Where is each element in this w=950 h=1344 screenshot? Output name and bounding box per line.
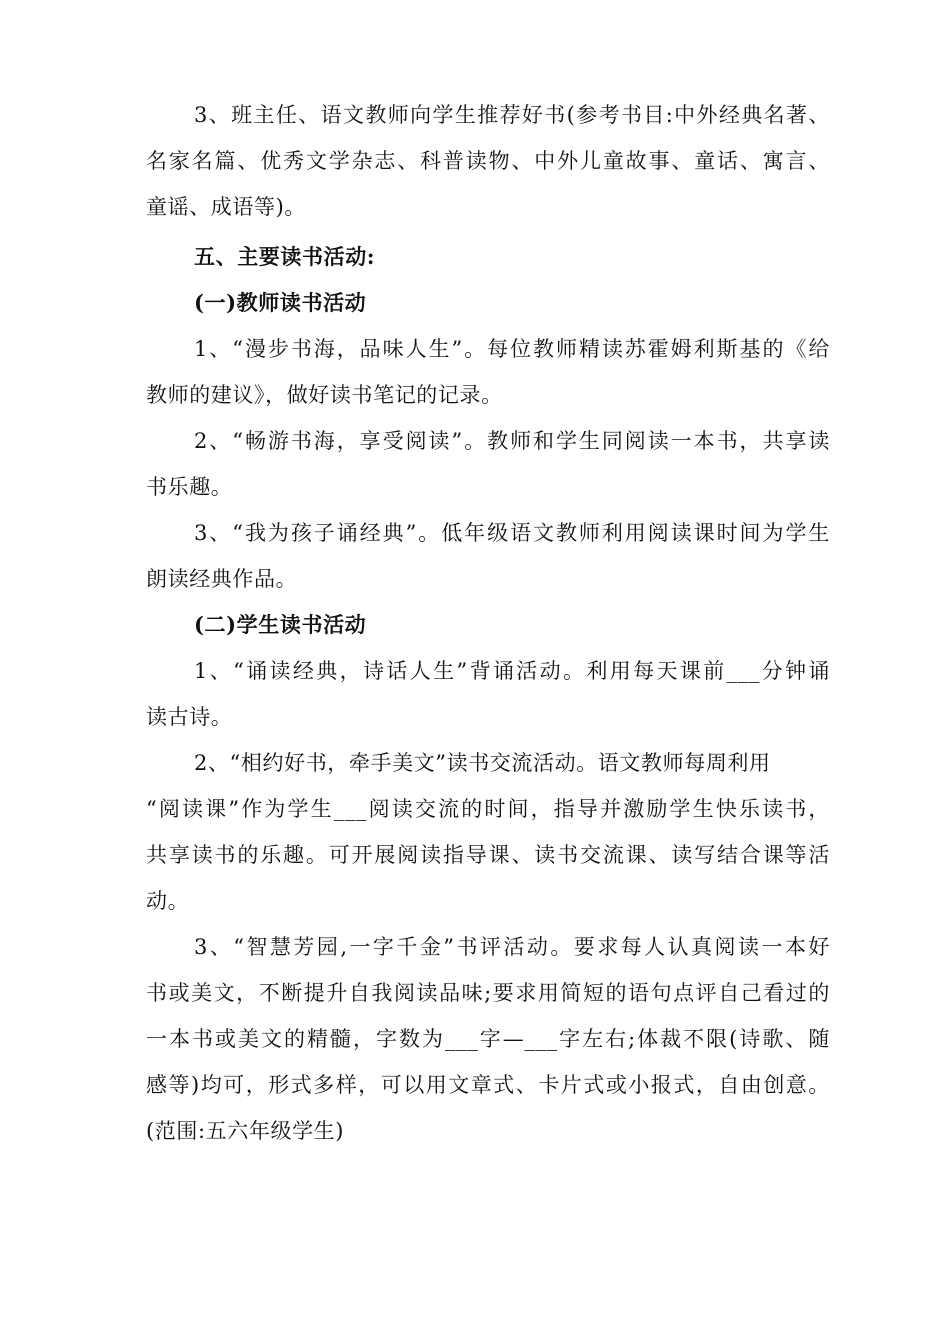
subsection-heading: (一)教师读书活动 bbox=[194, 290, 367, 315]
paragraph-line: “阅读课”作为学生___阅读交流的时间，指导并激励学生快乐读书， bbox=[146, 797, 830, 821]
paragraph-line: 1、“漫步书海，品味人生”。每位教师精读苏霍姆利斯基的《给 bbox=[194, 337, 830, 361]
paragraph-line: 教师的建议》，做好读书笔记的记录。 bbox=[146, 383, 503, 407]
paragraph-line: 3、班主任、语文教师向学生推荐好书(参考书目:中外经典名著、 bbox=[194, 103, 830, 127]
paragraph-line: 朗读经典作品。 bbox=[146, 567, 298, 591]
paragraph-line: 3、“智慧芳园,一字千金”书评活动。要求每人认真阅读一本好 bbox=[194, 935, 830, 959]
paragraph-line: 3、“我为孩子诵经典”。低年级语文教师利用阅读课时间为学生 bbox=[194, 521, 830, 545]
paragraph-line: 1、“诵读经典，诗话人生”背诵活动。利用每天课前___分钟诵 bbox=[194, 659, 830, 683]
paragraph-line: 一本书或美文的精髓，字数为___字—___字左右;体裁不限(诗歌、随 bbox=[146, 1027, 830, 1051]
paragraph-line: 名家名篇、优秀文学杂志、科普读物、中外儿童故事、童话、寓言、 bbox=[146, 149, 830, 173]
paragraph-line: 书乐趣。 bbox=[146, 475, 233, 499]
paragraph-line: 共享读书的乐趣。可开展阅读指导课、读书交流课、读写结合课等活 bbox=[146, 843, 830, 867]
paragraph-line: 动。 bbox=[146, 889, 190, 913]
paragraph-line: 2、“畅游书海，享受阅读”。教师和学生同阅读一本书，共享读 bbox=[194, 429, 830, 453]
paragraph-line: 童谣、成语等)。 bbox=[146, 195, 306, 219]
section-heading: 五、主要读书活动: bbox=[194, 244, 376, 269]
paragraph-line: 感等)均可，形式多样，可以用文章式、卡片式或小报式，自由创意。 bbox=[146, 1073, 830, 1097]
paragraph-line: 书或美文，不断提升自我阅读品味;要求用简短的语句点评自己看过的 bbox=[146, 981, 830, 1005]
paragraph-line: 2、“相约好书，牵手美文”读书交流活动。语文教师每周利用 bbox=[194, 751, 771, 775]
paragraph-line: 读古诗。 bbox=[146, 705, 233, 729]
document-page bbox=[146, 92, 830, 1154]
subsection-heading: (二)学生读书活动 bbox=[194, 612, 367, 637]
paragraph-line: (范围:五六年级学生) bbox=[146, 1119, 345, 1143]
